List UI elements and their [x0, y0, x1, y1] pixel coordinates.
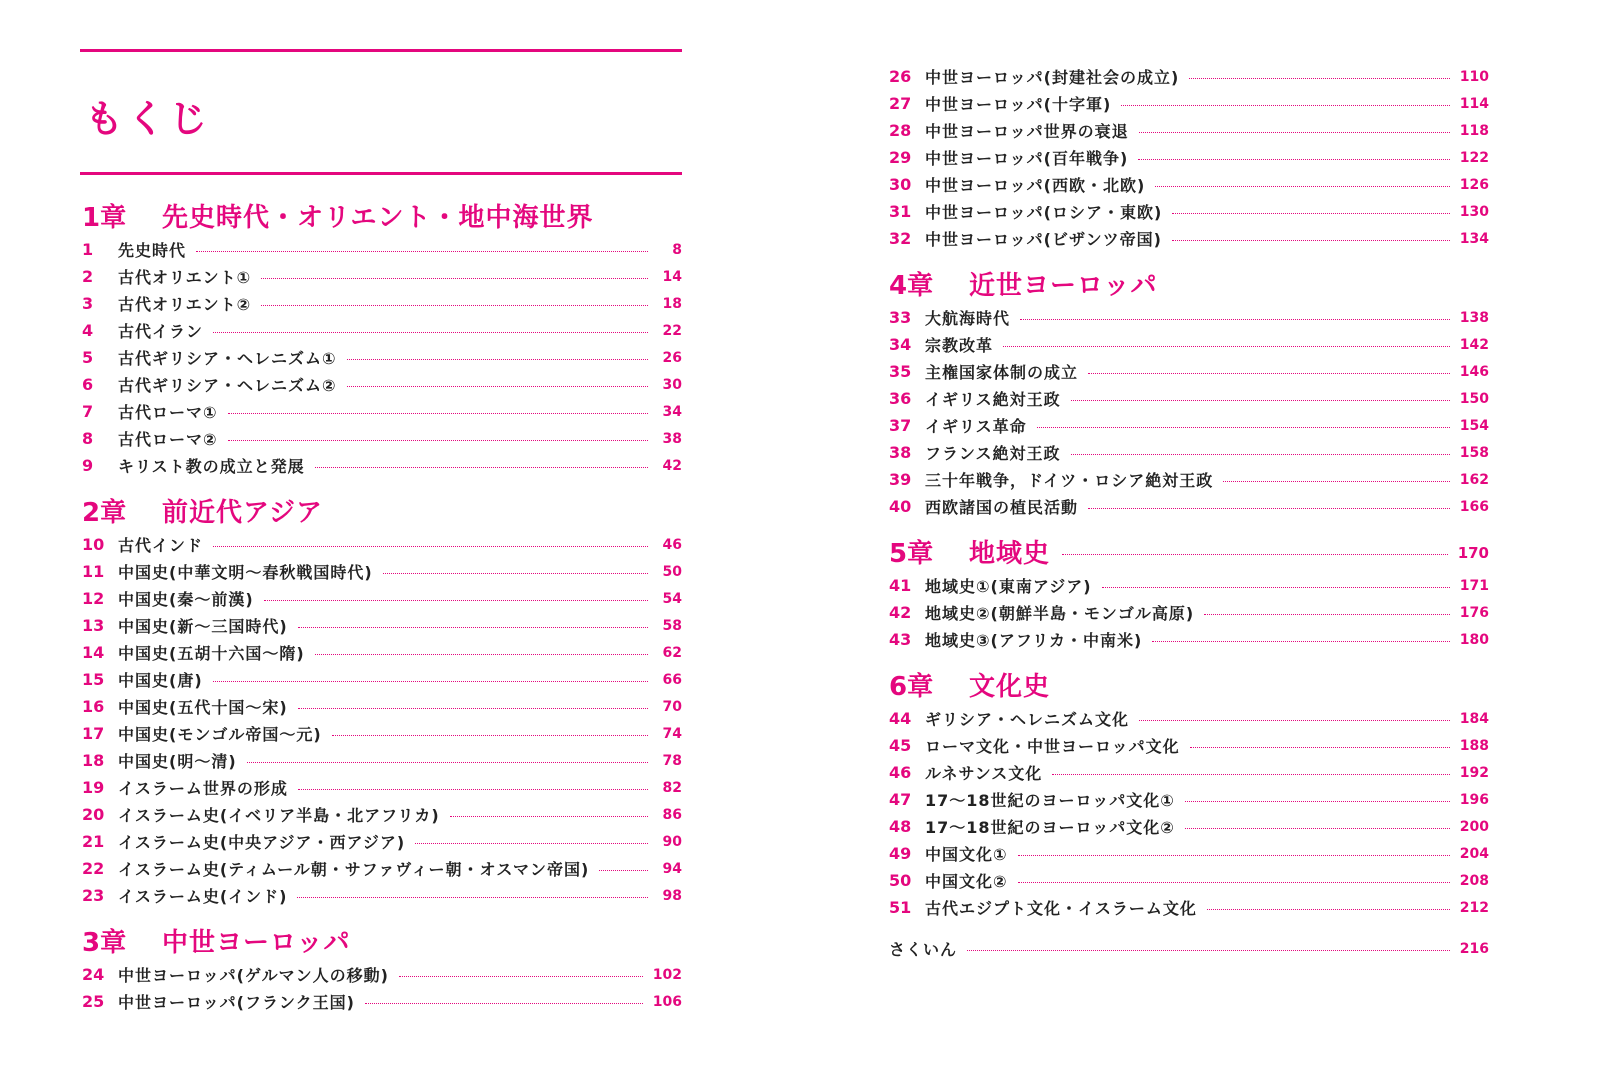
toc-entry[interactable] [82, 612, 682, 639]
entry-title: 中国史(秦～前漢) [118, 590, 254, 609]
entry-page-number: 192 [1459, 764, 1489, 781]
chapter-number: 1章 [82, 202, 127, 233]
entry-number: 44 [889, 709, 912, 728]
entry-number: 14 [82, 643, 105, 662]
toc-entry[interactable] [82, 344, 682, 371]
entry-title: ルネサンス文化 [925, 764, 1043, 783]
entry-page-number: 98 [662, 887, 682, 904]
entry-page-number: 8 [672, 241, 682, 258]
chapter-heading [889, 532, 1489, 570]
entry-number: 33 [889, 308, 912, 327]
entry-page-number: 200 [1459, 818, 1489, 835]
entry-number: 32 [889, 229, 912, 248]
entry-number: 35 [889, 362, 912, 381]
toc-entry[interactable] [889, 786, 1489, 813]
toc-entry[interactable] [889, 385, 1489, 412]
entry-page-number: 46 [662, 536, 682, 553]
entry-title: 古代イラン [118, 322, 204, 341]
entry-number: 26 [889, 67, 912, 86]
entry-title: ギリシア・ヘレニズム文化 [925, 710, 1130, 729]
dotted-leader [599, 870, 648, 871]
toc-entry[interactable] [889, 412, 1489, 439]
entry-number: 8 [82, 429, 94, 448]
chapter-number: 4章 [889, 270, 934, 301]
toc-entry[interactable] [82, 988, 682, 1015]
dotted-leader [1088, 508, 1450, 509]
entry-title: 地域史③(アフリカ・中南米) [925, 631, 1143, 650]
entry-number: 9 [82, 456, 94, 475]
entry-page-number: 134 [1459, 230, 1489, 247]
dotted-leader [1020, 319, 1450, 320]
entry-number: 41 [889, 576, 912, 595]
chapter-heading [889, 665, 1489, 703]
toc-entry[interactable] [889, 867, 1489, 894]
dotted-leader [298, 708, 648, 709]
chapter-title: 文化史 [969, 671, 1051, 702]
chapter-title: 前近代アジア [162, 497, 323, 528]
toc-entry[interactable] [889, 358, 1489, 385]
dotted-leader [228, 440, 648, 441]
index-title: さくいん [889, 940, 958, 959]
entry-page-number: 180 [1459, 631, 1489, 648]
entry-title: 先史時代 [118, 241, 187, 260]
entry-page-number: 82 [662, 779, 682, 796]
dotted-leader [264, 600, 648, 601]
index-page-number: 216 [1459, 940, 1489, 957]
dotted-leader [967, 950, 1450, 951]
entry-title: 中世ヨーロッパ(ロシア・東欧) [925, 203, 1163, 222]
entry-number: 2 [82, 267, 94, 286]
entry-title: キリスト教の成立と発展 [118, 457, 305, 476]
entry-page-number: 212 [1459, 899, 1489, 916]
entry-page-number: 126 [1459, 176, 1489, 193]
dotted-leader [1062, 554, 1448, 555]
entry-page-number: 138 [1459, 309, 1489, 326]
dotted-leader [1088, 373, 1450, 374]
dotted-leader [261, 305, 648, 306]
entry-number: 40 [889, 497, 912, 516]
entry-page-number: 78 [662, 752, 682, 769]
dotted-leader [383, 573, 648, 574]
chapter-title: 先史時代・オリエント・地中海世界 [162, 202, 594, 233]
entry-number: 51 [889, 898, 912, 917]
entry-page-number: 188 [1459, 737, 1489, 754]
entry-title: 古代エジプト文化・イスラーム文化 [925, 899, 1197, 918]
entry-page-number: 42 [662, 457, 682, 474]
entry-number: 34 [889, 335, 912, 354]
entry-page-number: 158 [1459, 444, 1489, 461]
dotted-leader [298, 627, 648, 628]
entry-page-number: 74 [662, 725, 682, 742]
toc-entry[interactable] [889, 626, 1489, 653]
entry-number: 24 [82, 965, 105, 984]
toc-entry[interactable] [82, 801, 682, 828]
dotted-leader [347, 386, 648, 387]
entry-title: 古代ローマ② [118, 430, 218, 449]
entry-number: 39 [889, 470, 912, 489]
toc-entry[interactable] [889, 171, 1489, 198]
entry-title: 中世ヨーロッパ(十字軍) [925, 95, 1112, 114]
chapter-heading [889, 264, 1489, 302]
toc-entry[interactable] [889, 63, 1489, 90]
toc-entry[interactable] [82, 452, 682, 479]
entry-title: 中国史(五代十国～宋) [118, 698, 288, 717]
toc-entry[interactable] [82, 693, 682, 720]
entry-title: 宗教改革 [925, 336, 994, 355]
chapter-title: 地域史 [969, 538, 1051, 569]
entry-title: 地域史②(朝鮮半島・モンゴル高原) [925, 604, 1195, 623]
chapter-heading [82, 196, 682, 234]
entry-title: 主権国家体制の成立 [925, 363, 1079, 382]
dotted-leader [1204, 614, 1450, 615]
dotted-leader [261, 278, 648, 279]
entry-page-number: 62 [662, 644, 682, 661]
toc-entry[interactable] [889, 813, 1489, 840]
chapter-heading [82, 491, 682, 529]
toc-entry[interactable] [82, 290, 682, 317]
entry-number: 16 [82, 697, 105, 716]
dotted-leader [365, 1003, 643, 1004]
entry-title: 中世ヨーロッパ(封建社会の成立) [925, 68, 1180, 87]
entry-page-number: 150 [1459, 390, 1489, 407]
dotted-leader [1138, 159, 1449, 160]
chapter-title: 中世ヨーロッパ [162, 927, 351, 958]
entry-number: 10 [82, 535, 105, 554]
entry-number: 36 [889, 389, 912, 408]
entry-number: 25 [82, 992, 105, 1011]
dotted-leader [298, 789, 648, 790]
toc-entry[interactable] [82, 855, 682, 882]
entry-page-number: 146 [1459, 363, 1489, 380]
page-title: もくじ [85, 97, 212, 141]
entry-number: 30 [889, 175, 912, 194]
entry-page-number: 162 [1459, 471, 1489, 488]
entry-page-number: 196 [1459, 791, 1489, 808]
entry-page-number: 142 [1459, 336, 1489, 353]
toc-entry[interactable] [82, 585, 682, 612]
entry-page-number: 26 [662, 349, 682, 366]
entry-number: 31 [889, 202, 912, 221]
chapter-number: 6章 [889, 671, 934, 702]
dotted-leader [1018, 882, 1450, 883]
entry-title: 17～18世紀のヨーロッパ文化① [925, 791, 1175, 810]
dotted-leader [1071, 400, 1450, 401]
entry-title: 中国史(五胡十六国～隋) [118, 644, 305, 663]
entry-title: 中国史(唐) [118, 671, 203, 690]
entry-title: イスラーム世界の形成 [118, 779, 288, 798]
dotted-leader [297, 897, 648, 898]
dotted-leader [1003, 346, 1450, 347]
entry-page-number: 86 [662, 806, 682, 823]
entry-title: ローマ文化・中世ヨーロッパ文化 [925, 737, 1180, 756]
entry-title: 中世ヨーロッパ(ゲルマン人の移動) [118, 966, 389, 985]
toc-right-column [889, 63, 1489, 962]
index-entry[interactable] [889, 935, 1489, 962]
entry-page-number: 94 [662, 860, 682, 877]
toc-entry[interactable] [889, 894, 1489, 921]
entry-title: 古代ローマ① [118, 403, 218, 422]
dotted-leader [450, 816, 648, 817]
entry-title: 古代オリエント① [118, 268, 252, 287]
entry-title: 西欧諸国の植民活動 [925, 498, 1079, 517]
entry-number: 7 [82, 402, 94, 421]
entry-page-number: 130 [1459, 203, 1489, 220]
entry-number: 19 [82, 778, 105, 797]
entry-number: 46 [889, 763, 912, 782]
entry-number: 12 [82, 589, 105, 608]
entry-number: 45 [889, 736, 912, 755]
toc-entry[interactable] [889, 759, 1489, 786]
entry-page-number: 204 [1459, 845, 1489, 862]
entry-page-number: 110 [1459, 68, 1489, 85]
entry-title: フランス絶対王政 [925, 444, 1061, 463]
entry-title: 中世ヨーロッパ(ビザンツ帝国) [925, 230, 1162, 249]
toc-entry[interactable] [889, 840, 1489, 867]
entry-title: 中国史(明～清) [118, 752, 237, 771]
entry-page-number: 171 [1459, 577, 1489, 594]
entry-number: 17 [82, 724, 105, 743]
entry-title: 三十年戦争，ドイツ・ロシア絶対王政 [925, 471, 1214, 490]
entry-number: 22 [82, 859, 105, 878]
dotted-leader [1152, 641, 1449, 642]
chapter-number: 5章 [889, 538, 934, 569]
dotted-leader [315, 467, 648, 468]
entry-title: イスラーム史(ティムール朝・サファヴィー朝・オスマン帝国) [118, 860, 590, 879]
dotted-leader [213, 332, 648, 333]
dotted-leader [213, 546, 648, 547]
entry-title: 中国文化② [925, 872, 1008, 891]
dotted-leader [196, 251, 648, 252]
entry-page-number: 70 [662, 698, 682, 715]
dotted-leader [1052, 774, 1450, 775]
toc-entry[interactable] [82, 882, 682, 909]
entry-page-number: 106 [652, 993, 682, 1010]
entry-number: 38 [889, 443, 912, 462]
toc-entry[interactable] [82, 774, 682, 801]
toc-entry[interactable] [82, 747, 682, 774]
entry-title: イギリス革命 [925, 417, 1027, 436]
title-bottom-rule [80, 172, 682, 175]
dotted-leader [1172, 213, 1449, 214]
entry-title: 中世ヨーロッパ(フランク王国) [118, 993, 355, 1012]
toc-entry[interactable] [889, 198, 1489, 225]
entry-title: 古代ギリシア・ヘレニズム② [118, 376, 337, 395]
entry-title: 中世ヨーロッパ世界の衰退 [925, 122, 1129, 141]
entry-page-number: 166 [1459, 498, 1489, 515]
dotted-leader [1121, 105, 1449, 106]
dotted-leader [1189, 78, 1449, 79]
entry-page-number: 66 [662, 671, 682, 688]
toc-entry[interactable] [889, 331, 1489, 358]
toc-entry[interactable] [889, 599, 1489, 626]
dotted-leader [1037, 427, 1450, 428]
entry-page-number: 114 [1459, 95, 1489, 112]
toc-entry[interactable] [889, 439, 1489, 466]
toc-left-column [82, 196, 682, 1015]
toc-entry[interactable] [82, 236, 682, 263]
entry-number: 20 [82, 805, 105, 824]
toc-entry[interactable] [82, 558, 682, 585]
entry-page-number: 118 [1459, 122, 1489, 139]
entry-number: 23 [82, 886, 105, 905]
toc-entry[interactable] [889, 493, 1489, 520]
dotted-leader [1071, 454, 1450, 455]
entry-title: イスラーム史(イベリア半島・北アフリカ) [118, 806, 440, 825]
entry-number: 5 [82, 348, 94, 367]
dotted-leader [1185, 828, 1450, 829]
entry-page-number: 14 [662, 268, 682, 285]
entry-number: 18 [82, 751, 105, 770]
entry-number: 42 [889, 603, 912, 622]
entry-number: 50 [889, 871, 912, 890]
toc-entry[interactable] [82, 720, 682, 747]
toc-entry[interactable] [889, 732, 1489, 759]
entry-title: イスラーム史(インド) [118, 887, 288, 906]
dotted-leader [399, 976, 643, 977]
entry-title: 中国文化① [925, 845, 1008, 864]
top-rule [80, 49, 682, 52]
entry-page-number: 30 [662, 376, 682, 393]
dotted-leader [1207, 909, 1450, 910]
entry-title: 中世ヨーロッパ(百年戦争) [925, 149, 1129, 168]
entry-title: 大航海時代 [925, 309, 1011, 328]
toc-entry[interactable] [82, 828, 682, 855]
entry-number: 4 [82, 321, 94, 340]
toc-entry[interactable] [889, 705, 1489, 732]
toc-entry[interactable] [82, 398, 682, 425]
entry-number: 37 [889, 416, 912, 435]
entry-title: 中世ヨーロッパ(西欧・北欧) [925, 176, 1146, 195]
entry-page-number: 50 [662, 563, 682, 580]
toc-entry[interactable] [82, 263, 682, 290]
dotted-leader [1018, 855, 1450, 856]
entry-title: 17～18世紀のヨーロッパ文化② [925, 818, 1175, 837]
dotted-leader [213, 681, 648, 682]
toc-entry[interactable] [82, 961, 682, 988]
entry-number: 13 [82, 616, 105, 635]
entry-number: 3 [82, 294, 94, 313]
entry-number: 27 [889, 94, 912, 113]
dotted-leader [1185, 801, 1450, 802]
chapter-heading [82, 921, 682, 959]
entry-number: 47 [889, 790, 912, 809]
dotted-leader [1172, 240, 1450, 241]
entry-number: 21 [82, 832, 105, 851]
dotted-leader [1139, 720, 1450, 721]
entry-page-number: 208 [1459, 872, 1489, 889]
toc-entry[interactable] [82, 371, 682, 398]
chapter-number: 3章 [82, 927, 127, 958]
entry-title: 古代ギリシア・ヘレニズム① [118, 349, 337, 368]
entry-page-number: 176 [1459, 604, 1489, 621]
toc-entry[interactable] [889, 90, 1489, 117]
chapter-number: 2章 [82, 497, 127, 528]
entry-title: 中国史(中華文明～春秋戦国時代) [118, 563, 373, 582]
entry-title: 中国史(モンゴル帝国～元) [118, 725, 322, 744]
toc-entry[interactable] [889, 117, 1489, 144]
entry-page-number: 154 [1459, 417, 1489, 434]
toc-entry[interactable] [82, 666, 682, 693]
entry-page-number: 38 [662, 430, 682, 447]
entry-title: 中国史(新～三国時代) [118, 617, 288, 636]
entry-page-number: 184 [1459, 710, 1489, 727]
chapter-title: 近世ヨーロッパ [969, 270, 1158, 301]
dotted-leader [332, 735, 648, 736]
toc-entry[interactable] [889, 144, 1489, 171]
toc-entry[interactable] [889, 572, 1489, 599]
toc-entry[interactable] [82, 531, 682, 558]
entry-page-number: 122 [1459, 149, 1489, 166]
entry-number: 48 [889, 817, 912, 836]
dotted-leader [347, 359, 648, 360]
entry-number: 11 [82, 562, 105, 581]
toc-entry[interactable] [82, 639, 682, 666]
entry-title: イスラーム史(中央アジア・西アジア) [118, 833, 406, 852]
entry-title: 地域史①(東南アジア) [925, 577, 1092, 596]
entry-number: 28 [889, 121, 912, 140]
entry-number: 43 [889, 630, 912, 649]
toc-entry[interactable] [82, 317, 682, 344]
entry-page-number: 90 [662, 833, 682, 850]
entry-title: イギリス絶対王政 [925, 390, 1061, 409]
dotted-leader [1139, 132, 1450, 133]
entry-number: 6 [82, 375, 94, 394]
entry-page-number: 22 [662, 322, 682, 339]
dotted-leader [315, 654, 648, 655]
entry-page-number: 34 [662, 403, 682, 420]
entry-number: 29 [889, 148, 912, 167]
entry-page-number: 102 [652, 966, 682, 983]
entry-title: 古代オリエント② [118, 295, 252, 314]
entry-page-number: 18 [662, 295, 682, 312]
entry-number: 15 [82, 670, 105, 689]
dotted-leader [415, 843, 648, 844]
entry-title: 古代インド [118, 536, 204, 555]
toc-entry[interactable] [889, 304, 1489, 331]
chapter-page-number: 170 [1457, 544, 1489, 562]
entry-page-number: 58 [662, 617, 682, 634]
toc-entry[interactable] [889, 466, 1489, 493]
dotted-leader [1102, 587, 1450, 588]
toc-entry[interactable] [82, 425, 682, 452]
dotted-leader [1223, 481, 1450, 482]
dotted-leader [228, 413, 648, 414]
toc-entry[interactable] [889, 225, 1489, 252]
entry-number: 1 [82, 240, 94, 259]
dotted-leader [1190, 747, 1450, 748]
entry-page-number: 54 [662, 590, 682, 607]
dotted-leader [1155, 186, 1449, 187]
entry-number: 49 [889, 844, 912, 863]
dotted-leader [247, 762, 648, 763]
